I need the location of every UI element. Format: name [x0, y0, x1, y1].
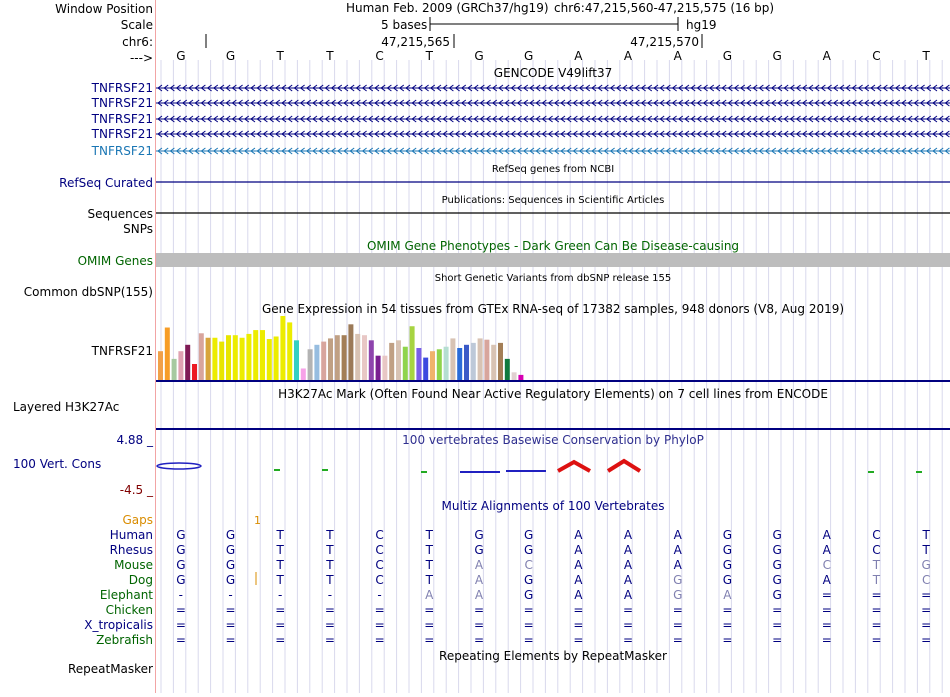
gencode-transcript — [156, 100, 950, 106]
gtex-bar — [437, 349, 442, 380]
alignment-base: = — [623, 633, 634, 647]
alignment-base: T — [425, 528, 433, 542]
conservation-mark — [421, 471, 427, 473]
gtex-bar — [382, 356, 387, 380]
gencode-transcript — [156, 85, 950, 91]
alignment-base: = — [871, 603, 882, 617]
alignment-base: = — [324, 603, 335, 617]
gencode-transcript — [156, 148, 950, 154]
conservation-mark — [506, 470, 546, 472]
gtex-bar — [321, 342, 326, 380]
alignment-base: A — [574, 528, 583, 542]
window-position-label: Window Position — [55, 2, 153, 16]
gtex-bar — [512, 372, 517, 380]
alignment-base: T — [872, 558, 881, 572]
gtex-bar — [185, 345, 190, 380]
alignment-base: G — [176, 528, 186, 542]
reference-base: C — [872, 49, 881, 63]
gtex-bar — [362, 335, 367, 380]
alignment-base: G — [225, 573, 236, 587]
alignment-base: G — [225, 543, 236, 557]
alignment-base: T — [425, 573, 433, 587]
alignment-base: G — [176, 543, 186, 557]
alignment-base: A — [623, 528, 633, 542]
alignment-base: G — [176, 573, 186, 587]
gtex-bar — [314, 345, 319, 380]
gtex-track-title: Gene Expression in 54 tissues from GTEx RNA-seq of 17382 samples, 948 donors (V8, Aug 2019) — [261, 302, 845, 316]
alignment-base: A — [574, 558, 583, 572]
alignment-base: - — [278, 588, 283, 602]
alignment-base: = — [424, 618, 435, 632]
alignment-base: = — [821, 633, 832, 647]
gtex-bar — [491, 345, 496, 380]
alignment-base: A — [723, 588, 732, 602]
gtex-bar — [301, 368, 306, 380]
alignment-base: = — [623, 603, 634, 617]
alignment-base: C — [375, 528, 384, 542]
reference-base: A — [574, 49, 583, 63]
gtex-bar — [212, 338, 217, 380]
conservation-mark — [460, 471, 500, 473]
alignment-base: = — [424, 603, 435, 617]
h3k27ac-track-title: H3K27Ac Mark (Often Found Near Active Regulatory Elements) on 7 cell lines from ENCODE — [278, 387, 828, 401]
alignment-base: = — [722, 633, 733, 647]
alignment-base: = — [324, 618, 335, 632]
gtex-bar — [226, 335, 231, 380]
alignment-base: G — [772, 588, 782, 602]
reference-base: T — [276, 49, 284, 63]
alignment-base: = — [573, 618, 584, 632]
chrom-label: chr6: — [122, 35, 153, 49]
reference-base: G — [772, 49, 782, 63]
alignment-base: = — [672, 633, 683, 647]
species-label-zebrafish[interactable]: Zebrafish — [96, 633, 153, 647]
gtex-bar — [478, 338, 483, 380]
alignment-base: = — [374, 603, 385, 617]
conservation-mark — [868, 471, 874, 473]
alignment-base: C — [822, 558, 831, 572]
track-image-area[interactable] — [155, 0, 950, 693]
alignment-base: C — [872, 543, 881, 557]
alignment-base: C — [375, 543, 384, 557]
gtex-bar — [410, 326, 415, 380]
alignment-base: T — [326, 528, 334, 542]
alignment-base: A — [574, 588, 583, 602]
track-labels-column — [0, 0, 155, 693]
alignment-base: C — [872, 528, 881, 542]
gencode-item-label[interactable]: TNFRSF21 — [91, 81, 153, 95]
gtex-bar — [246, 334, 251, 380]
alignment-base: = — [921, 588, 932, 602]
reference-bases — [176, 49, 930, 63]
alignment-base: C — [921, 573, 931, 587]
alignment-base: G — [772, 573, 782, 587]
alignment-base: A — [474, 558, 484, 572]
alignment-base: = — [523, 618, 534, 632]
gtex-bars[interactable] — [158, 316, 523, 380]
alignment-base: = — [772, 603, 783, 617]
alignment-base: G — [772, 528, 782, 542]
alignment-base: G — [921, 558, 931, 572]
conservation-glyph-a — [558, 462, 590, 471]
alignment-base: = — [473, 633, 484, 647]
alignment-base: T — [922, 543, 930, 557]
gtex-bar — [172, 359, 177, 380]
gtex-bar — [403, 347, 408, 380]
alignment-base: C — [524, 558, 533, 572]
alignment-base: A — [574, 543, 583, 557]
alignment-base: G — [722, 573, 733, 587]
alignment-base: = — [523, 603, 534, 617]
conservation-mark — [916, 471, 922, 473]
alignment-base: = — [821, 618, 832, 632]
omim-track-label[interactable]: OMIM Genes — [77, 254, 153, 268]
gtex-bar — [348, 324, 353, 380]
scale-db: hg19 — [686, 18, 717, 32]
alignment-base: T — [276, 543, 284, 557]
reference-base: G — [225, 49, 236, 63]
alignment-base: - — [178, 588, 184, 602]
gtex-bar — [416, 348, 421, 380]
gtex-bar — [280, 316, 285, 380]
gtex-bar — [206, 338, 211, 380]
alignment-base: = — [921, 633, 932, 647]
alignment-base: T — [326, 543, 334, 557]
gencode-transcript — [156, 116, 950, 122]
assembly-text: Human Feb. 2009 (GRCh37/hg19) — [346, 1, 549, 15]
alignment-base: = — [523, 633, 534, 647]
conservation-mark — [322, 469, 328, 471]
gtex-bar — [342, 335, 347, 380]
alignment-base: = — [573, 603, 584, 617]
reference-base: G — [474, 49, 484, 63]
phylop-track-label[interactable]: 100 Vert. Cons — [13, 457, 102, 471]
alignment-base: = — [324, 633, 335, 647]
alignment-base: A — [822, 528, 831, 542]
alignment-base: A — [623, 588, 633, 602]
gtex-bar — [260, 330, 265, 380]
alignment-base: A — [623, 558, 633, 572]
alignment-base: = — [175, 633, 186, 647]
reference-base: G — [176, 49, 186, 63]
reference-base: C — [375, 49, 384, 63]
alignment-base: = — [623, 618, 634, 632]
gtex-bar — [430, 351, 435, 380]
alignment-base: = — [871, 618, 882, 632]
reference-base: T — [326, 49, 334, 63]
alignment-base: A — [623, 543, 633, 557]
tracks-canvas[interactable] — [156, 0, 950, 693]
alignment-base: G — [474, 528, 484, 542]
alignment-base: G — [673, 588, 683, 602]
gtex-bar — [328, 338, 333, 380]
gtex-bar — [240, 338, 245, 380]
gtex-bar — [178, 351, 183, 380]
alignment-base: G — [722, 558, 733, 572]
alignment-base: = — [722, 618, 733, 632]
publications-track-title: Publications: Sequences in Scientific Articles — [441, 195, 665, 206]
species-label-x-tropicalis[interactable]: X_tropicalis — [84, 618, 153, 632]
alignment-base: G — [176, 558, 186, 572]
alignment-base: = — [772, 618, 783, 632]
scale-text: 5 bases — [381, 18, 428, 32]
phylop-conservation-plot[interactable] — [157, 461, 922, 473]
conservation-glyph — [157, 463, 201, 469]
alignment-base: G — [225, 558, 236, 572]
gtex-bar — [199, 333, 204, 380]
gtex-bar — [471, 343, 476, 380]
alignment-base: - — [327, 588, 333, 602]
alignment-base: = — [374, 618, 385, 632]
gtex-bar — [444, 347, 449, 380]
gencode-transcript — [156, 131, 950, 137]
alignment-base: = — [225, 603, 236, 617]
alignment-base: - — [377, 588, 382, 602]
alignment-base: G — [673, 573, 683, 587]
alignment-base: A — [822, 543, 831, 557]
gtex-bar — [308, 349, 313, 380]
gtex-bar — [287, 322, 292, 380]
alignment-base: A — [673, 558, 682, 572]
multiz-track-title: Multiz Alignments of 100 Vertebrates — [441, 499, 665, 513]
conservation-glyph-a — [608, 461, 640, 471]
alignment-base: = — [275, 633, 286, 647]
alignment-base: G — [772, 543, 782, 557]
alignment-base: A — [673, 528, 682, 542]
alignment-base: G — [772, 558, 782, 572]
reference-base: G — [524, 49, 534, 63]
snps-track-label[interactable]: SNPs — [123, 222, 153, 236]
gtex-bar — [233, 335, 238, 380]
alignment-base: T — [425, 558, 433, 572]
phylop-max-label: 4.88 _ — [116, 433, 153, 447]
alignment-base: = — [175, 618, 186, 632]
omim-track-title: OMIM Gene Phenotypes - Dark Green Can Be Disease-causing — [366, 239, 740, 253]
alignment-base: A — [673, 543, 682, 557]
species-label-dog[interactable]: Dog — [128, 573, 153, 587]
gtex-bar — [464, 345, 469, 380]
species-label-chicken[interactable]: Chicken — [105, 603, 153, 617]
gtex-bar — [369, 340, 374, 380]
strand-label: ---> — [129, 51, 153, 65]
gtex-bar — [498, 343, 503, 380]
alignment-base: A — [822, 573, 831, 587]
coord-left: 47,215,565 — [381, 35, 450, 49]
alignment-base: = — [772, 633, 783, 647]
alignment-base: G — [524, 588, 534, 602]
gtex-bar — [457, 348, 462, 380]
gtex-bar — [423, 358, 428, 380]
alignment-base: T — [276, 573, 284, 587]
gencode-item-label[interactable]: TNFRSF21 — [91, 96, 153, 110]
alignment-base: T — [276, 528, 284, 542]
alignment-base: = — [871, 633, 882, 647]
h3k27ac-track-label[interactable]: Layered H3K27Ac — [13, 400, 120, 414]
gtex-bar — [396, 340, 401, 380]
gtex-bar — [355, 334, 360, 380]
gaps-label[interactable]: Gaps — [122, 513, 153, 527]
phylop-track-title: 100 vertebrates Basewise Conservation by PhyloP — [402, 433, 704, 447]
gtex-bar — [192, 364, 197, 380]
alignment-base: = — [821, 603, 832, 617]
species-label-mouse[interactable]: Mouse — [114, 558, 153, 572]
alignment-base: = — [374, 633, 385, 647]
coord-right: 47,215,570 — [630, 35, 699, 49]
alignment-base: G — [225, 528, 236, 542]
alignment-base: T — [326, 558, 334, 572]
alignment-base: = — [821, 588, 832, 602]
conservation-mark — [274, 469, 280, 471]
gencode-item-label[interactable]: TNFRSF21 — [91, 127, 153, 141]
alignment-base: = — [424, 633, 435, 647]
gencode-item-label[interactable]: TNFRSF21 — [91, 112, 153, 126]
alignment-base: - — [228, 588, 233, 602]
alignment-base: G — [722, 528, 733, 542]
gtex-bar — [450, 338, 455, 380]
phylop-min-label: -4.5 _ — [119, 483, 153, 497]
alignment-base: T — [425, 543, 433, 557]
alignment-base: = — [722, 603, 733, 617]
alignment-base: A — [425, 588, 434, 602]
repeatmasker-track-title: Repeating Elements by RepeatMasker — [439, 649, 667, 663]
repeatmasker-track-label[interactable]: RepeatMasker — [67, 662, 153, 676]
alignment-base: A — [474, 588, 484, 602]
gtex-track-label[interactable]: TNFRSF21 — [91, 344, 153, 358]
gencode-track-title: GENCODE V49lift37 — [493, 66, 613, 80]
alignment-base: A — [474, 573, 484, 587]
gtex-bar — [505, 359, 510, 380]
dbsnp-track-title: Short Genetic Variants from dbSNP release 155 — [434, 273, 672, 284]
alignment-base: T — [276, 558, 284, 572]
alignment-base: T — [872, 573, 881, 587]
gtex-bar — [518, 375, 523, 380]
alignment-base: A — [574, 573, 583, 587]
sequences-track-label[interactable]: Sequences — [87, 207, 153, 221]
alignment-base: = — [473, 618, 484, 632]
alignment-base: T — [922, 528, 930, 542]
alignment-base: C — [375, 573, 384, 587]
species-label-elephant[interactable]: Elephant — [99, 588, 153, 602]
alignment-base: = — [225, 633, 236, 647]
alignment-base: C — [375, 558, 384, 572]
alignment-base: A — [623, 573, 633, 587]
alignment-base: = — [672, 603, 683, 617]
gtex-bar — [294, 340, 299, 380]
reference-base: A — [673, 49, 682, 63]
reference-base: A — [623, 49, 633, 63]
reference-base: G — [722, 49, 733, 63]
gtex-bar — [253, 330, 258, 380]
alignment-base: = — [672, 618, 683, 632]
alignment-base: = — [921, 603, 932, 617]
species-label-human[interactable]: Human — [109, 528, 153, 542]
alignment-base: = — [275, 618, 286, 632]
refseq-track-label[interactable]: RefSeq Curated — [59, 176, 153, 190]
alignment-base: = — [921, 618, 932, 632]
alignment-base: = — [175, 603, 186, 617]
gencode-item-label[interactable]: TNFRSF21 — [91, 144, 153, 158]
alignment-base: = — [871, 588, 882, 602]
reference-base: A — [822, 49, 831, 63]
gtex-bar — [274, 336, 279, 380]
alignment-base: = — [573, 633, 584, 647]
gtex-bar — [376, 356, 381, 380]
gtex-bar — [165, 328, 170, 380]
reference-base: T — [425, 49, 433, 63]
gtex-bar — [335, 335, 340, 380]
gap-count: 1 — [254, 514, 261, 527]
alignment-base: = — [275, 603, 286, 617]
scale-label: Scale — [120, 18, 153, 32]
position-text: chr6:47,215,560-47,215,575 (16 bp) — [554, 1, 775, 15]
alignment-base: G — [524, 528, 534, 542]
gtex-bar — [389, 343, 394, 380]
gtex-bar — [484, 340, 489, 380]
alignment-base: G — [722, 543, 733, 557]
alignment-base: G — [524, 573, 534, 587]
refseq-track-title: RefSeq genes from NCBI — [491, 164, 615, 175]
species-label-rhesus[interactable]: Rhesus — [109, 543, 153, 557]
gtex-bar — [158, 351, 163, 380]
dbsnp-track-label[interactable]: Common dbSNP(155) — [23, 285, 153, 299]
reference-base: T — [922, 49, 930, 63]
alignment-base: G — [474, 543, 484, 557]
gtex-bar — [219, 342, 224, 380]
alignment-base: T — [326, 573, 334, 587]
alignment-base: G — [524, 543, 534, 557]
alignment-base: = — [225, 618, 236, 632]
omim-bar[interactable] — [156, 253, 950, 267]
alignment-base: = — [473, 603, 484, 617]
gtex-bar — [267, 339, 272, 380]
